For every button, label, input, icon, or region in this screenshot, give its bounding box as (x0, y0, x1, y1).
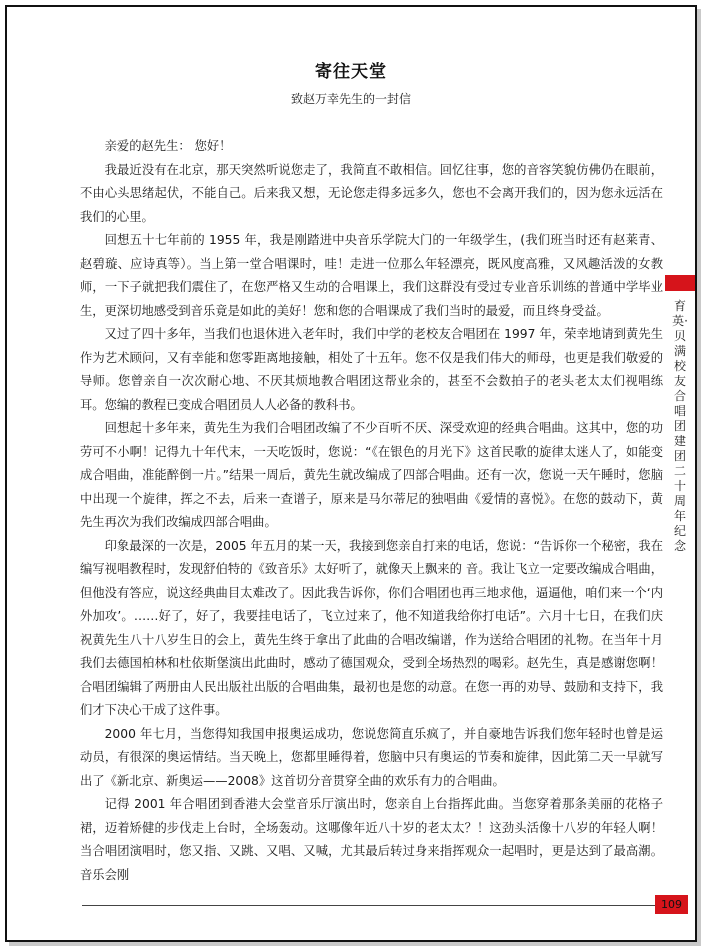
page (5, 5, 697, 942)
side-tab-marker (665, 275, 695, 291)
paragraph: 回想五十七年前的 1955 年，我是刚踏进中央音乐学院大门的一年级学生，(我们班当时还有赵莱青、赵碧璇、应诗真等）。当上第一堂合唱课时，哇！走进一位那么年轻漂亮，既风度高雅，又风趣活泼的女教师，一下子就把我们震住了，在您严格又生动的合唱课上，我们这群没有受过专业音乐训练的普通中学毕业生，更深切地感受到音乐竟是如此的美好！您和您的合唱课成了我们当时的最爱，而且终身受益。 (80, 233, 663, 318)
footer-divider (82, 905, 678, 906)
salutation: 亲爱的赵先生： 您好！ (104, 139, 232, 153)
side-running-title: 育英·贝满校友合唱团建团二十周年纪念 (672, 299, 688, 553)
article-subtitle: 致赵万幸先生的一封信 (290, 92, 411, 106)
paragraph: 又过了四十多年，当我们也退休进入老年时，我们中学的老校友合唱团在 1997 年，荣幸地请到黄先生作为艺术顾问，又有幸能和您零距离地接触，相处了十五年。您不仅是我们伟大的师母，也更是我们敬爱的导师。您曾亲自一次次耐心地、不厌其烦地教合唱团这帮业余的，甚至不会数拍子的老头老太太们视唱练耳。您编的教程已变成合唱团员人人必备的教科书。 (80, 327, 663, 412)
page-number-badge: 109 (655, 895, 688, 914)
paragraph: 我最近没有在北京，那天突然听说您走了，我简直不敢相信。回忆往事，您的音容笑貌仿佛仍在眼前，不由心头思绪起伏，不能自己。后来我又想，无论您走得多远多久，您也不会离开我们的，因为您永远活在我们的心里。 (80, 162, 663, 224)
paragraph: 记得 2001 年合唱团到香港大会堂音乐厅演出时，您亲自上台指挥此曲。当您穿着那条美丽的花格子裙，迈着矫健的步伐走上台时，全场轰动。这哪像年近八十岁的老太太？！这劲头活像十八岁的年轻人啊！当合唱团演唱时，您又指、又跳、又唱、又喊，尤其最后转过身来指挥观众一起唱时，更是达到了最高潮。音乐会刚 (80, 797, 663, 882)
article-body (80, 135, 663, 887)
paragraph: 印象最深的一次是，2005 年五月的某一天，我接到您亲自打来的电话，您说：“告诉你一个秘密，我在编写视唱教程时，发现舒伯特的《致音乐》太好听了，就像天上飘来的 音。我让飞立一定要改编成合唱曲，但他没有答应，说这经典曲目太难改了。因此我告诉你，你们合唱团也再三地求他，逼逼他，咱们来一个‘内外加攻’。……好了，好了，我要挂电话了，飞立过来了，他不知道我给你打电话”。六月十七日，在我们庆祝黄先生八十八岁生日的会上，黄先生终于拿出了此曲的合唱改编谱，作为送给合唱团的礼物。在当年十月我们去德国柏林和杜依斯堡演出此曲时，感动了德国观众，受到全场热烈的喝彩。赵先生，真是感谢您啊！合唱团编辑了两册由人民出版社出版的合唱曲集，最初也是您的动意。在您一再的劝导、鼓励和支持下，我们才下决心干成了这件事。 (80, 538, 663, 717)
paragraph: 2000 年七月，当您得知我国申报奥运成功，您说您简直乐疯了，并自豪地告诉我们您年轻时也曾是运动员，有很深的奥运情结。当天晚上，您都里睡得着，您脑中只有奥运的节奏和旋律，因此第二天一早就写出了《新北京、新奥运——2008》这首切分音贯穿全曲的欢乐有力的合唱曲。 (80, 726, 663, 788)
paragraph: 回想起十多年来，黄先生为我们合唱团改编了不少百听不厌、深受欢迎的经典合唱曲。这其中，您的功劳可不小啊！记得九十年代末，一天吃饭时，您说：“《在银色的月光下》这首民歌的旋律太迷人了，如能变成合唱曲，准能醉倒一片。”结果一周后，黄先生就改编成了四部合唱曲。还有一次，您说一天午睡时，您脑中出现一个旋律，挥之不去，后来一查谱子，原来是马尔蒂尼的独唱曲《爱情的喜悦》。在您的鼓动下，黄先生再次为我们改编成四部合唱曲。 (80, 421, 663, 529)
article-title: 寄往天堂 (315, 62, 387, 82)
